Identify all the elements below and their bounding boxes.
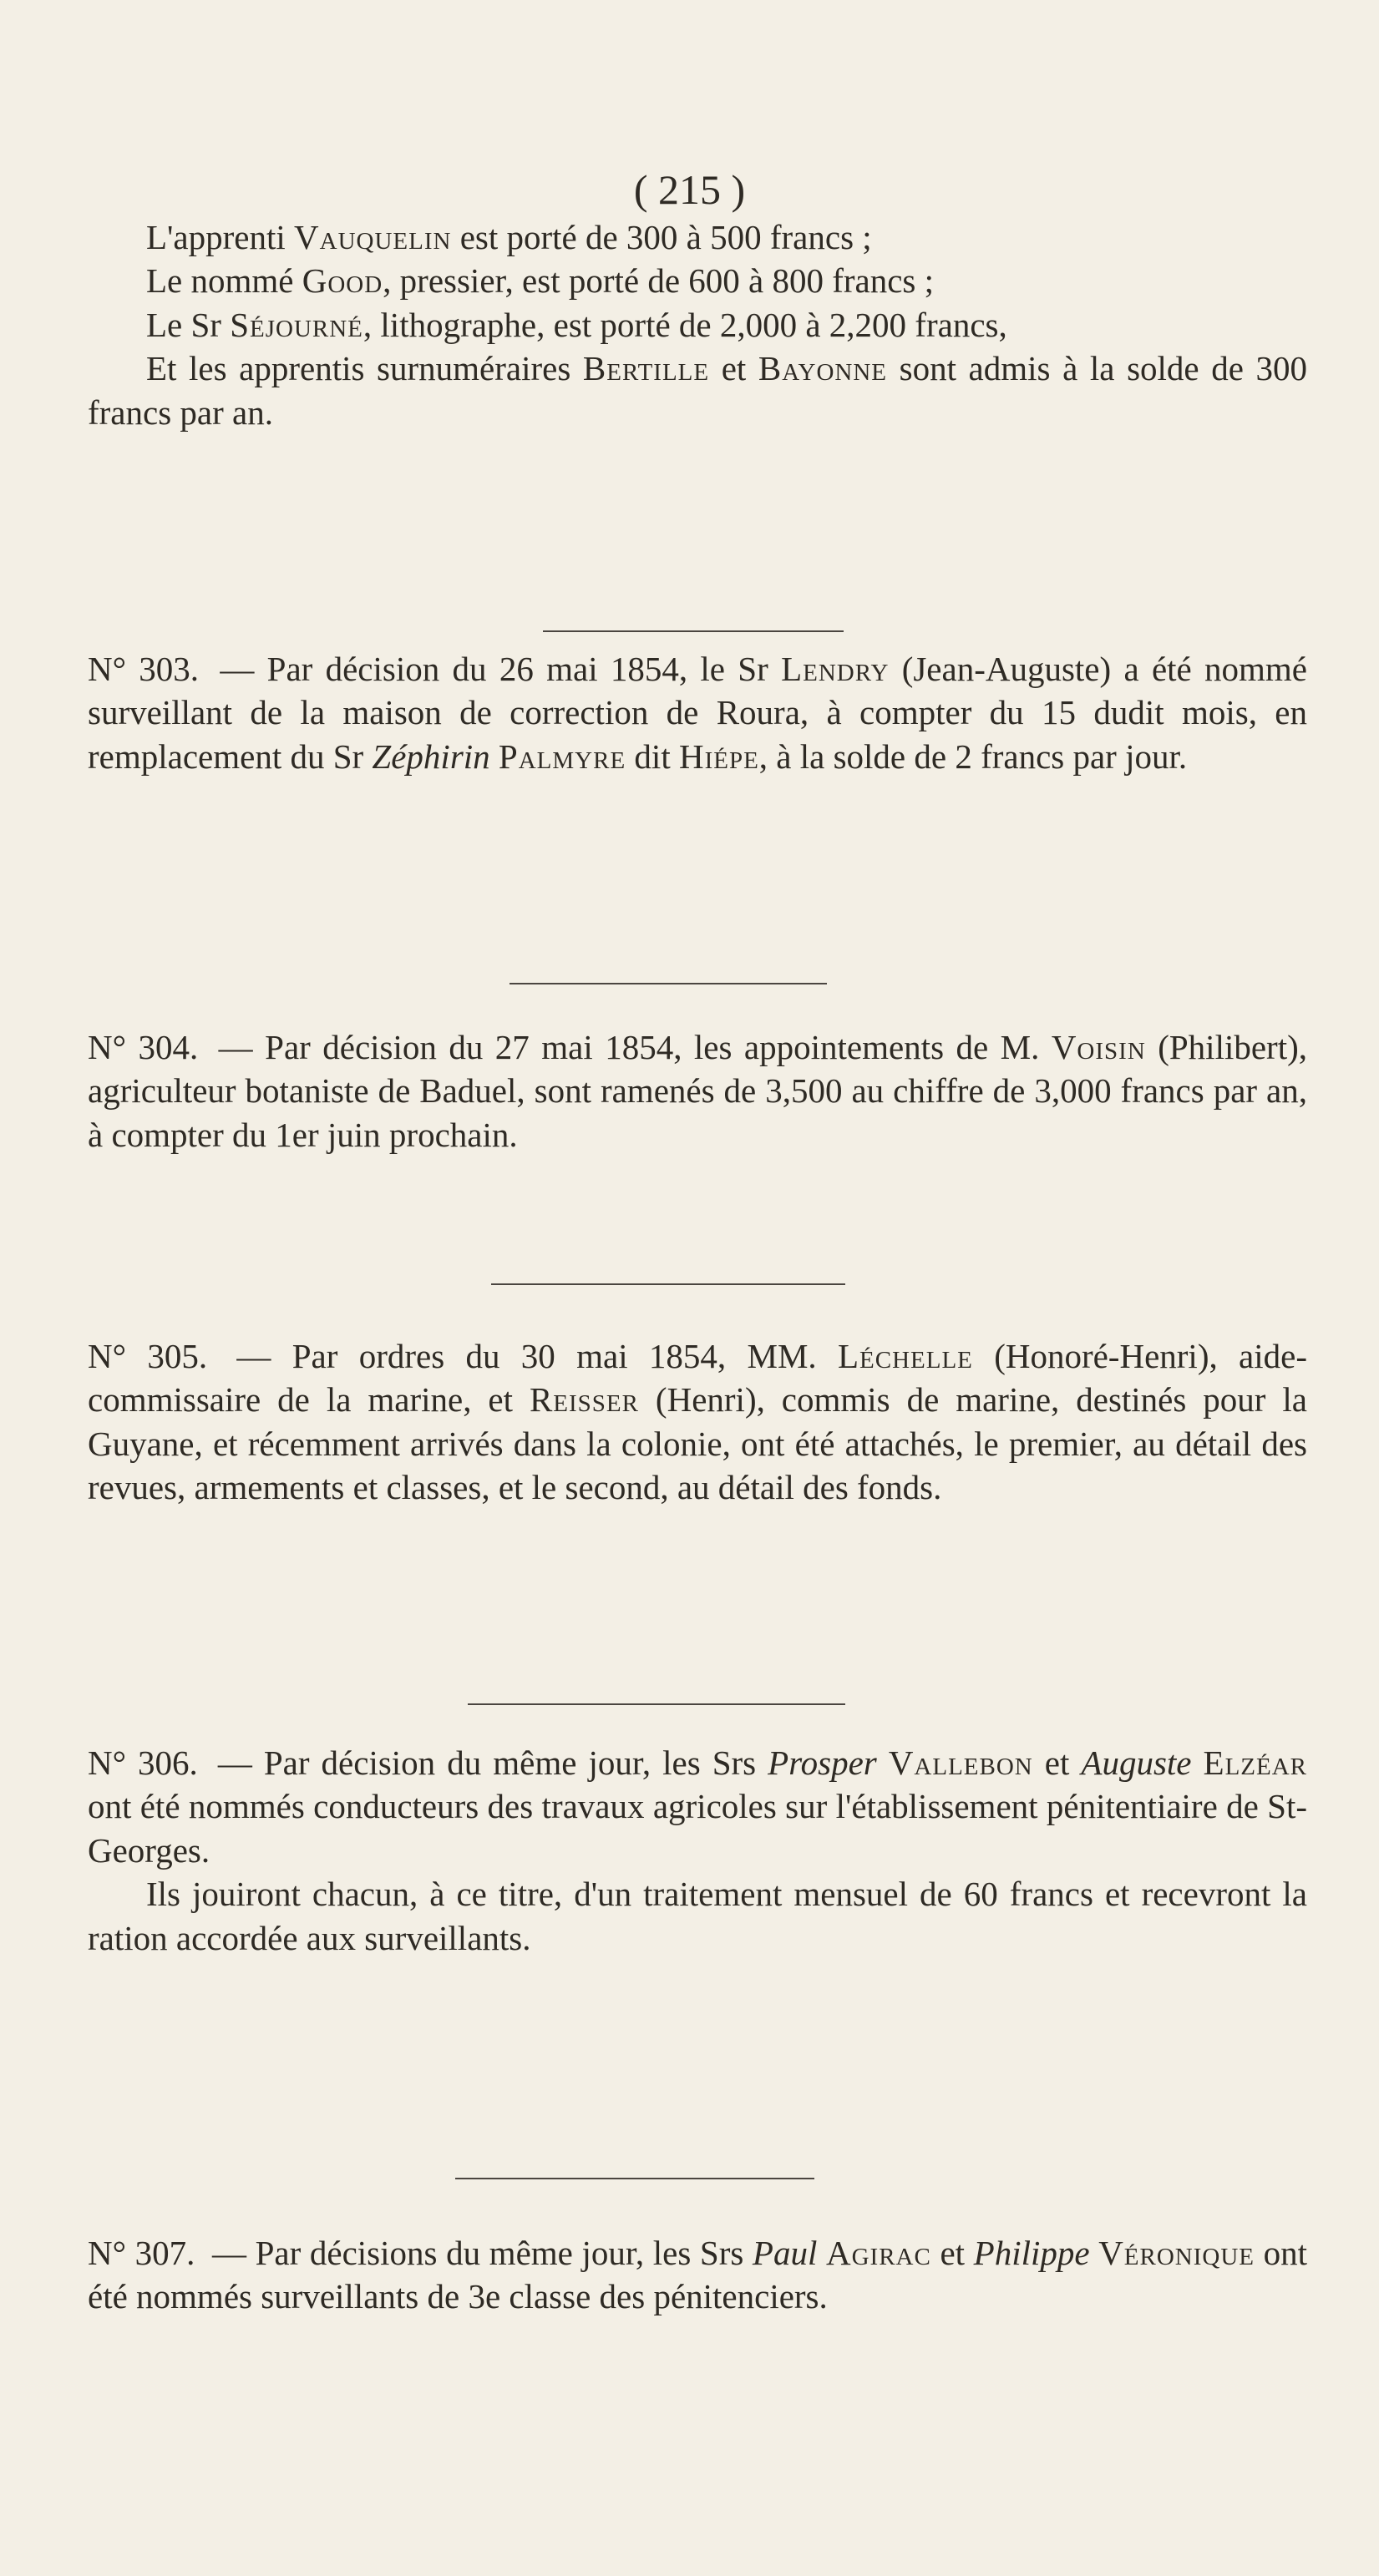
intro-line-1: L'apprenti Vauquelin est porté de 300 à 500 francs ; bbox=[146, 218, 872, 256]
intro-line-2: Le nommé Good, pressier, est porté de 600 à 800 francs ; bbox=[146, 261, 935, 301]
separator-rule bbox=[510, 983, 827, 984]
entry-number: N° 305. bbox=[88, 1337, 208, 1375]
page-number: ( 215 ) bbox=[633, 166, 746, 213]
intro-block bbox=[88, 215, 1307, 434]
entry-number: N° 303. bbox=[88, 650, 200, 688]
entry-304: N° 304. — Par décision du 27 mai 1854, les appointements de M. Voisin (Philibert), agriculteur botaniste de Baduel, sont ramenés de 3,500 au chiffre de 3,000 francs par an, à compter du 1er juin prochain. bbox=[88, 1028, 1308, 1154]
entry-305: N° 305. — Par ordres du 30 mai 1854, MM. Léchelle (Honoré-Henri), aide-commissaire de la marine, et Reisser (Henri), commis de marine, destinés pour la Guyane, et récemment arrivés dans la colonie, ont été attachés, le premier, au détail des revues, armements et classes, et le second, au détail des fonds. bbox=[88, 1337, 1307, 1507]
intro-line-3: Le Sr Séjourné, lithographe, est porté de 2,000 à 2,200 francs, bbox=[146, 305, 1007, 344]
entry-number: N° 306. bbox=[88, 1743, 198, 1782]
separator-rule bbox=[468, 1703, 845, 1705]
entry-number: N° 304. bbox=[88, 1028, 199, 1066]
intro-line-4: Et les apprentis surnuméraires Bertille et Bayonne sont admis à la solde de 300 francs par an. bbox=[88, 349, 1308, 432]
separator-rule bbox=[543, 630, 844, 632]
entry-307: N° 307. — Par décisions du même jour, les Srs Paul Agirac et Philippe Véronique ont été nommés surveillants de 3e classe des pénitenciers. bbox=[88, 2234, 1308, 2316]
separator-rule bbox=[491, 1283, 845, 1285]
entry-number: N° 307. bbox=[88, 2234, 195, 2272]
entry-303: N° 303. — Par décision du 26 mai 1854, le Sr Lendry (Jean-Auguste) a été nommé surveillant de la maison de correction de Roura, à compter du 15 dudit mois, en remplacement du Sr Zéphirin Palmyre dit Hiépe, à la solde de 2 francs par jour. bbox=[88, 650, 1308, 776]
entry-306: N° 306. — Par décision du même jour, les Srs Prosper Vallebon et Auguste Elzéar ont été nommés conducteurs des travaux agricoles sur l'établissement pénitentiaire de St-Georges. Ils jouiront chacun, à ce titre, d'un traitement mensuel de 60 francs et recevront la ration accordée aux surveillants. bbox=[88, 1741, 1307, 1960]
separator-rule bbox=[455, 2178, 814, 2179]
entry-306-paragraph-2: Ils jouiront chacun, à ce titre, d'un traitement mensuel de 60 francs et recevront la ration accordée aux surveillants. bbox=[88, 1875, 1307, 1957]
